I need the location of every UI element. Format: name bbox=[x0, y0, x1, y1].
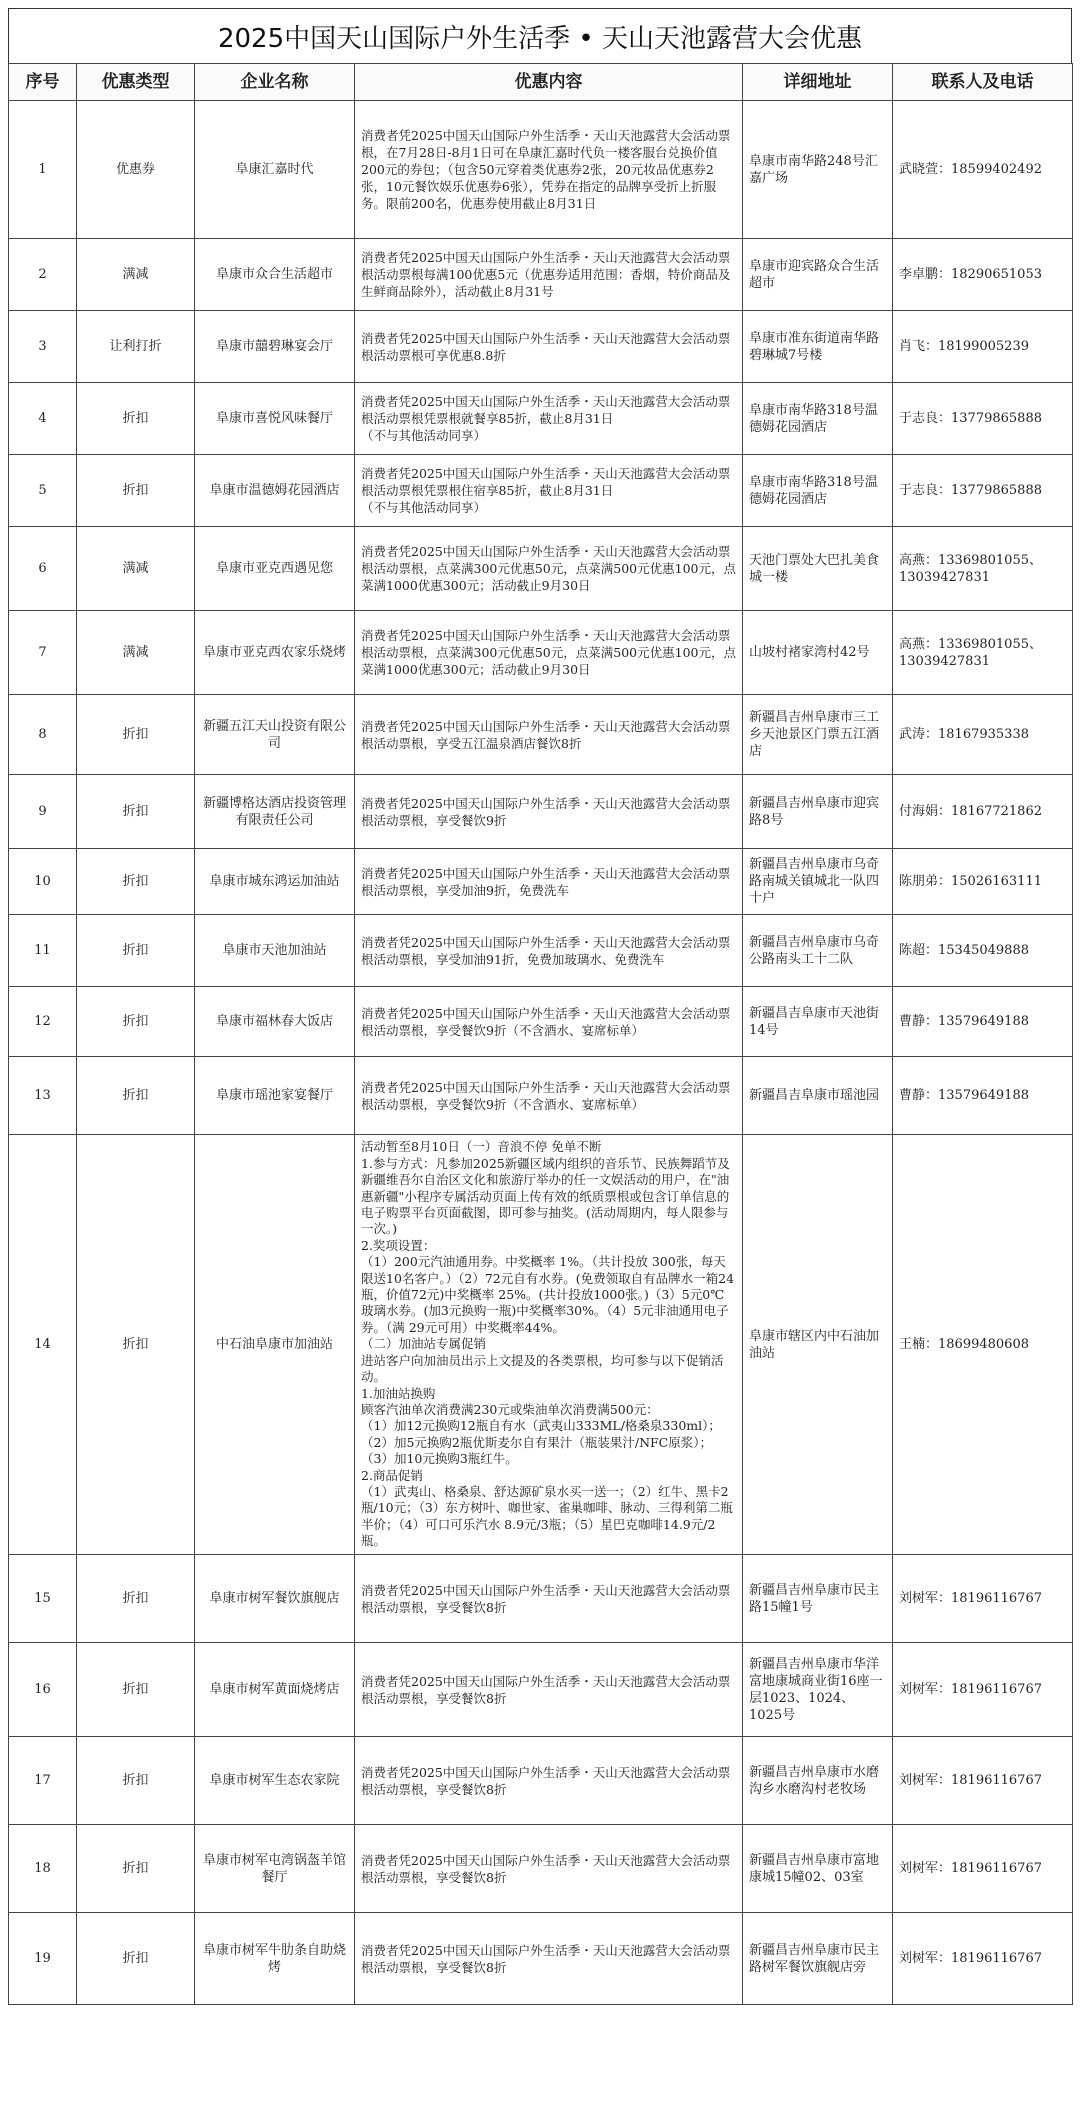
cell-type: 折扣 bbox=[77, 695, 195, 775]
table-row bbox=[9, 775, 1073, 849]
cell-address: 新疆昌吉州阜康市迎宾路8号 bbox=[743, 775, 893, 849]
cell-address: 阜康市辖区内中石油加油站 bbox=[743, 1135, 893, 1555]
cell-company: 阜康市树军餐饮旗舰店 bbox=[195, 1555, 355, 1643]
cell-contact: 于志良：13779865888 bbox=[893, 383, 1073, 455]
cell-address: 新疆昌吉阜康市瑶池园 bbox=[743, 1057, 893, 1135]
header-no: 序号 bbox=[9, 64, 77, 101]
cell-company: 阜康市众合生活超市 bbox=[195, 239, 355, 311]
cell-address: 阜康市南华路318号温德姆花园酒店 bbox=[743, 383, 893, 455]
cell-type: 折扣 bbox=[77, 1135, 195, 1555]
cell-no: 11 bbox=[9, 915, 77, 987]
cell-contact: 刘树军：18196116767 bbox=[893, 1913, 1073, 2005]
cell-no: 18 bbox=[9, 1825, 77, 1913]
cell-no: 15 bbox=[9, 1555, 77, 1643]
cell-address: 阜康市迎宾路众合生活超市 bbox=[743, 239, 893, 311]
cell-type: 折扣 bbox=[77, 455, 195, 527]
cell-content: 消费者凭2025中国天山国际户外生活季・天山天池露营大会活动票根活动票根，享受五江温泉酒店餐饮8折 bbox=[355, 695, 743, 775]
cell-address: 新疆昌吉州阜康市民主路树军餐饮旗舰店旁 bbox=[743, 1913, 893, 2005]
cell-contact: 于志良：13779865888 bbox=[893, 455, 1073, 527]
cell-type: 满减 bbox=[77, 611, 195, 695]
cell-contact: 刘树军：18196116767 bbox=[893, 1643, 1073, 1737]
table-body bbox=[9, 101, 1073, 2005]
cell-content: 消费者凭2025中国天山国际户外生活季・天山天池露营大会活动票根活动票根，享受餐饮9折 bbox=[355, 775, 743, 849]
cell-address: 阜康市南华路248号汇嘉广场 bbox=[743, 101, 893, 239]
cell-contact: 肖飞：18199005239 bbox=[893, 311, 1073, 383]
cell-no: 2 bbox=[9, 239, 77, 311]
cell-contact: 付海娟：18167721862 bbox=[893, 775, 1073, 849]
cell-company: 新疆五江天山投资有限公司 bbox=[195, 695, 355, 775]
cell-content: 消费者凭2025中国天山国际户外生活季・天山天池露营大会活动票根活动票根，享受餐饮9折（不含酒水、宴席标单） bbox=[355, 1057, 743, 1135]
cell-content: 消费者凭2025中国天山国际户外生活季・天山天池露营大会活动票根活动票根，享受餐饮8折 bbox=[355, 1643, 743, 1737]
table-row bbox=[9, 101, 1073, 239]
cell-contact: 高燕：13369801055、13039427831 bbox=[893, 527, 1073, 611]
cell-address: 阜康市南华路318号温德姆花园酒店 bbox=[743, 455, 893, 527]
cell-type: 满减 bbox=[77, 527, 195, 611]
cell-no: 14 bbox=[9, 1135, 77, 1555]
table-row bbox=[9, 695, 1073, 775]
cell-contact: 刘树军：18196116767 bbox=[893, 1825, 1073, 1913]
cell-contact: 陈朋弟：15026163111 bbox=[893, 849, 1073, 915]
table-row bbox=[9, 849, 1073, 915]
cell-company: 阜康市天池加油站 bbox=[195, 915, 355, 987]
cell-address: 新疆昌吉州阜康市水磨沟乡水磨沟村老牧场 bbox=[743, 1737, 893, 1825]
header-contact: 联系人及电话 bbox=[893, 64, 1073, 101]
cell-content: 消费者凭2025中国天山国际户外生活季・天山天池露营大会活动票根活动票根，享受餐饮8折 bbox=[355, 1555, 743, 1643]
cell-content: 消费者凭2025中国天山国际户外生活季・天山天池露营大会活动票根活动票根每满100优惠5元（优惠券适用范围：香烟，特价商品及生鲜商品除外），活动截止8月31号 bbox=[355, 239, 743, 311]
cell-type: 折扣 bbox=[77, 1737, 195, 1825]
cell-type: 折扣 bbox=[77, 1057, 195, 1135]
table-row bbox=[9, 455, 1073, 527]
cell-content: 消费者凭2025中国天山国际户外生活季・天山天池露营大会活动票根活动票根，点菜满300元优惠50元，点菜满500元优惠100元，点菜满1000优惠300元；活动截止9月30日 bbox=[355, 611, 743, 695]
cell-contact: 武涛：18167935338 bbox=[893, 695, 1073, 775]
cell-content: 消费者凭2025中国天山国际户外生活季・天山天池露营大会活动票根活动票根，点菜满300元优惠50元，点菜满500元优惠100元，点菜满1000优惠300元；活动截止9月30日 bbox=[355, 527, 743, 611]
cell-company: 阜康市福林春大饭店 bbox=[195, 987, 355, 1057]
cell-type: 折扣 bbox=[77, 915, 195, 987]
cell-type: 让利打折 bbox=[77, 311, 195, 383]
table-row bbox=[9, 1737, 1073, 1825]
cell-company: 阜康市树军牛肋条自助烧烤 bbox=[195, 1913, 355, 2005]
cell-company: 阜康市城东鸿运加油站 bbox=[195, 849, 355, 915]
cell-content: 消费者凭2025中国天山国际户外生活季・天山天池露营大会活动票根活动票根凭票根住宿享85折，截止8月31日 （不与其他活动同享） bbox=[355, 455, 743, 527]
cell-company: 新疆博格达酒店投资管理有限责任公司 bbox=[195, 775, 355, 849]
cell-company: 阜康市亚克西遇见您 bbox=[195, 527, 355, 611]
cell-address: 新疆昌吉州阜康市民主路15幢1号 bbox=[743, 1555, 893, 1643]
promotion-table bbox=[8, 63, 1073, 2005]
cell-no: 16 bbox=[9, 1643, 77, 1737]
table-header-row bbox=[9, 64, 1073, 101]
cell-company: 中石油阜康市加油站 bbox=[195, 1135, 355, 1555]
cell-company: 阜康市囍碧琳宴会厅 bbox=[195, 311, 355, 383]
cell-no: 8 bbox=[9, 695, 77, 775]
cell-type: 折扣 bbox=[77, 1643, 195, 1737]
cell-address: 新疆昌吉州阜康市乌奇路南城关镇城北一队四十户 bbox=[743, 849, 893, 915]
cell-address: 山坡村褚家湾村42号 bbox=[743, 611, 893, 695]
header-company: 企业名称 bbox=[195, 64, 355, 101]
cell-no: 12 bbox=[9, 987, 77, 1057]
cell-address: 新疆昌吉州阜康市乌奇公路南头工十二队 bbox=[743, 915, 893, 987]
table-row bbox=[9, 1057, 1073, 1135]
cell-company: 阜康汇嘉时代 bbox=[195, 101, 355, 239]
cell-contact: 武晓萱：18599402492 bbox=[893, 101, 1073, 239]
cell-type: 满减 bbox=[77, 239, 195, 311]
table-row bbox=[9, 1825, 1073, 1913]
table-row bbox=[9, 1555, 1073, 1643]
document-title: 2025中国天山国际户外生活季 • 天山天池露营大会优惠 bbox=[8, 8, 1072, 63]
table-row bbox=[9, 1913, 1073, 2005]
cell-contact: 曹静：13579649188 bbox=[893, 987, 1073, 1057]
cell-company: 阜康市瑶池家宴餐厅 bbox=[195, 1057, 355, 1135]
cell-company: 阜康市树军屯湾锅盔羊馆餐厅 bbox=[195, 1825, 355, 1913]
cell-no: 7 bbox=[9, 611, 77, 695]
table-row bbox=[9, 987, 1073, 1057]
cell-content: 消费者凭2025中国天山国际户外生活季・天山天池露营大会活动票根活动票根凭票根就餐享85折，截止8月31日 （不与其他活动同享） bbox=[355, 383, 743, 455]
cell-no: 19 bbox=[9, 1913, 77, 2005]
cell-address: 新疆昌吉州阜康市富地康城15幢02、03室 bbox=[743, 1825, 893, 1913]
cell-no: 10 bbox=[9, 849, 77, 915]
cell-content: 消费者凭2025中国天山国际户外生活季・天山天池露营大会活动票根活动票根，享受餐饮8折 bbox=[355, 1825, 743, 1913]
cell-type: 折扣 bbox=[77, 1825, 195, 1913]
cell-contact: 高燕：13369801055、13039427831 bbox=[893, 611, 1073, 695]
cell-content: 消费者凭2025中国天山国际户外生活季・天山天池露营大会活动票根，在7月28日-8月1日可在阜康汇嘉时代负一楼客服台兑换价值200元的券包；（包含50元穿着类优惠券2张，20元妆品优惠券2张，10元餐饮娱乐优惠券6张），凭券在指定的品牌享受折上折服务。限前200名，优惠券使用截止8月31日 bbox=[355, 101, 743, 239]
cell-contact: 刘树军：18196116767 bbox=[893, 1737, 1073, 1825]
cell-content: 消费者凭2025中国天山国际户外生活季・天山天池露营大会活动票根活动票根，享受加油91折，免费加玻璃水、免费洗车 bbox=[355, 915, 743, 987]
cell-no: 4 bbox=[9, 383, 77, 455]
cell-type: 折扣 bbox=[77, 987, 195, 1057]
header-address: 详细地址 bbox=[743, 64, 893, 101]
table-row bbox=[9, 1135, 1073, 1555]
cell-company: 阜康市温德姆花园酒店 bbox=[195, 455, 355, 527]
cell-content: 消费者凭2025中国天山国际户外生活季・天山天池露营大会活动票根活动票根，享受餐饮9折（不含酒水、宴席标单） bbox=[355, 987, 743, 1057]
cell-type: 折扣 bbox=[77, 1555, 195, 1643]
header-type: 优惠类型 bbox=[77, 64, 195, 101]
cell-type: 优惠券 bbox=[77, 101, 195, 239]
cell-no: 5 bbox=[9, 455, 77, 527]
cell-contact: 王楠：18699480608 bbox=[893, 1135, 1073, 1555]
cell-type: 折扣 bbox=[77, 383, 195, 455]
cell-content: 消费者凭2025中国天山国际户外生活季・天山天池露营大会活动票根活动票根可享优惠8.8折 bbox=[355, 311, 743, 383]
cell-address: 新疆昌吉阜康市天池街14号 bbox=[743, 987, 893, 1057]
table-row bbox=[9, 239, 1073, 311]
table-row bbox=[9, 1643, 1073, 1737]
cell-company: 阜康市树军生态农家院 bbox=[195, 1737, 355, 1825]
table-row bbox=[9, 915, 1073, 987]
cell-address: 阜康市准东街道南华路碧琳城7号楼 bbox=[743, 311, 893, 383]
cell-no: 9 bbox=[9, 775, 77, 849]
cell-company: 阜康市树军黄面烧烤店 bbox=[195, 1643, 355, 1737]
table-row bbox=[9, 383, 1073, 455]
cell-type: 折扣 bbox=[77, 775, 195, 849]
cell-no: 1 bbox=[9, 101, 77, 239]
cell-no: 6 bbox=[9, 527, 77, 611]
cell-contact: 陈超：15345049888 bbox=[893, 915, 1073, 987]
cell-no: 3 bbox=[9, 311, 77, 383]
cell-address: 新疆昌吉州阜康市三工乡天池景区门票五江酒店 bbox=[743, 695, 893, 775]
cell-content: 消费者凭2025中国天山国际户外生活季・天山天池露营大会活动票根活动票根，享受加油9折，免费洗车 bbox=[355, 849, 743, 915]
table-row bbox=[9, 311, 1073, 383]
cell-contact: 曹静：13579649188 bbox=[893, 1057, 1073, 1135]
header-content: 优惠内容 bbox=[355, 64, 743, 101]
cell-content: 消费者凭2025中国天山国际户外生活季・天山天池露营大会活动票根活动票根，享受餐饮8折 bbox=[355, 1737, 743, 1825]
cell-address: 天池门票处大巴扎美食城一楼 bbox=[743, 527, 893, 611]
cell-no: 13 bbox=[9, 1057, 77, 1135]
cell-address: 新疆昌吉州阜康市华洋富地康城商业街16座一层1023、1024、1025号 bbox=[743, 1643, 893, 1737]
cell-contact: 李卓鹏：18290651053 bbox=[893, 239, 1073, 311]
cell-contact: 刘树军：18196116767 bbox=[893, 1555, 1073, 1643]
cell-no: 17 bbox=[9, 1737, 77, 1825]
cell-company: 阜康市喜悦风味餐厅 bbox=[195, 383, 355, 455]
table-row bbox=[9, 527, 1073, 611]
cell-company: 阜康市亚克西农家乐烧烤 bbox=[195, 611, 355, 695]
table-row bbox=[9, 611, 1073, 695]
promotion-document bbox=[8, 8, 1072, 2005]
cell-content: 消费者凭2025中国天山国际户外生活季・天山天池露营大会活动票根活动票根，享受餐饮8折 bbox=[355, 1913, 743, 2005]
cell-type: 折扣 bbox=[77, 1913, 195, 2005]
cell-content: 活动暂至8月10日（一）音浪不停 免单不断 1.参与方式：凡参加2025新疆区域内组织的音乐节、民族舞蹈节及新疆维吾尔自治区文化和旅游厅举办的任一文娱活动的用户，在"油惠新疆"小程序专属活动页面上传有效的纸质票根或包含订单信息的电子购票平台页面截图，即可参与抽奖。(活动周期内，每人限参与一次。) 2.奖项设置： （1）200元汽油通用券。中奖概率 1%。（共计投放 300张，每天限送10名客户。）（2）72元自有水券。(免费领取自有品牌水一箱24瓶，价值72元)中奖概率 25%。(共计投放1000张。)（3）5元0℃玻璃水券。(加3元换购一瓶)中奖概率30%。（4）5元非油通用电子券。（满 29元可用）中奖概率44%。 （二）加油站专属促销 进站客户向加油员出示上文提及的各类票根，均可参与以下促销活动。 1.加油站换购 顾客汽油单次消费满230元或柴油单次消费满500元： （1）加12元换购12瓶自有水（武夷山333ML/格桑泉330ml）； （2）加5元换购2瓶优斯麦尔自有果汁（瓶装果汁/NFC原浆）； （3）加10元换购3瓶红牛。 2.商品促销 （1）武夷山、格桑泉、舒达源矿泉水买一送一；（2）红牛、黑卡2瓶/10元；（3）东方树叶、咖世家、雀巢咖啡、脉动、三得利第二瓶半价；（4）可口可乐汽水 8.9元/3瓶；（5）星巴克咖啡14.9元/2瓶。 bbox=[355, 1135, 743, 1555]
cell-type: 折扣 bbox=[77, 849, 195, 915]
